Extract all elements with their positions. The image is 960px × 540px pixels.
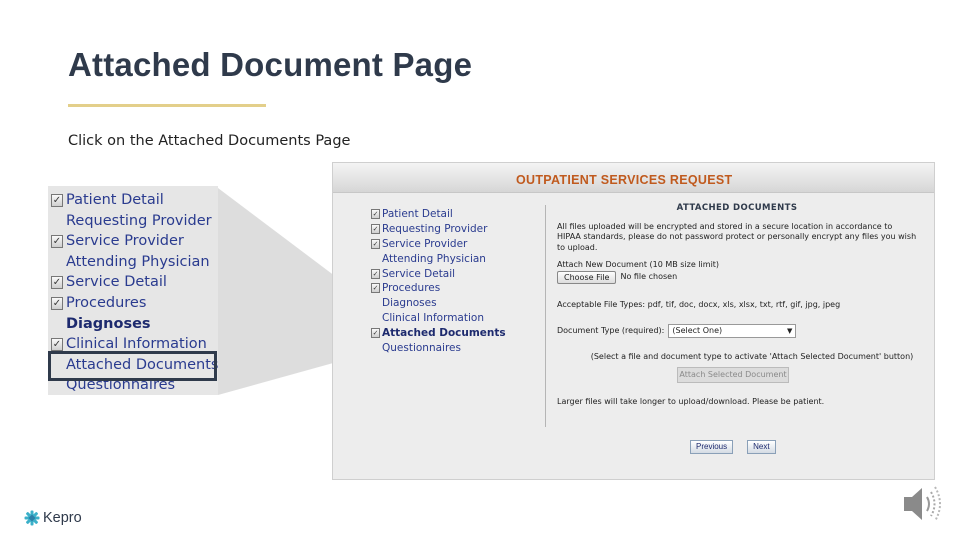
zoom-nav-item-label: Questionnaires [66,377,176,394]
next-button[interactable]: Next [747,440,775,454]
checkbox-checked-icon: ✓ [372,210,379,219]
page-title: Attached Document Page [68,46,473,83]
sidebar-divider [545,205,546,427]
screenshot-header [333,163,934,193]
sidebar-item-label: Requesting Provider [382,223,488,236]
encryption-notice: All files uploaded will be encrypted and stored in a secure location in accordance to HIPAA standards, please do not password protect or personally encrypt any files you wish to upload. [557,221,917,252]
checkbox-checked-icon: ✓ [52,338,62,350]
sidebar-item-label: Attending Physician [382,252,486,265]
chevron-down-icon: ▼ [786,327,793,335]
zoom-nav-item-service-provider [48,231,184,251]
zoom-nav-item-attending-physician [48,252,210,272]
sidebar-item-label: Service Provider [382,237,468,250]
zoom-nav-item-label: Clinical Information [66,336,207,353]
title-underline [68,104,266,107]
attached-documents-highlight [48,351,217,381]
kepro-logo [24,510,82,526]
zoom-nav-item-label: Requesting Provider [66,212,212,229]
checkbox-checked-icon: ✓ [372,328,379,337]
instruction-text: Click on the Attached Documents Page [68,133,351,149]
zoom-nav-item-label: Diagnoses [66,315,151,332]
document-type-label: Document Type (required): [557,325,665,335]
attached-documents-form [557,203,917,407]
checkbox-checked-icon: ✓ [52,276,62,288]
zoom-nav-item-label: Attached Documents [66,356,219,373]
sidebar-item-label: Clinical Information [382,311,484,324]
outpatient-request-screenshot [332,162,935,480]
zoom-nav-item-label: Service Provider [66,233,184,250]
sidebar-item-procedures[interactable] [371,281,506,296]
sidebar-item-diagnoses[interactable] [371,296,506,311]
zoom-nav-item-label: Service Detail [66,274,167,291]
no-file-chosen-text: No file chosen [620,271,678,281]
zoom-nav-item-requesting-provider [48,211,212,231]
kepro-star-icon [24,510,40,526]
sidebar-item-label: Questionnaires [382,341,461,354]
larger-files-note: Larger files will take longer to upload/download. Please be patient. [557,396,825,406]
sidebar-item-clinical-information[interactable] [371,311,506,326]
choose-file-button[interactable]: Choose File [557,271,616,284]
document-type-value: (Select One) [672,326,723,335]
attach-selected-document-button[interactable]: Attach Selected Document [677,367,789,383]
document-type-select[interactable] [668,324,796,338]
sidebar-item-service-provider[interactable] [371,237,506,252]
checkbox-checked-icon: ✓ [372,239,379,248]
checkbox-checked-icon: ✓ [372,225,379,234]
zoom-nav-item-patient-detail [48,190,164,210]
sidebar-item-requesting-provider[interactable] [371,222,506,237]
checkbox-checked-icon: ✓ [52,297,62,309]
sidebar-item-questionnaires[interactable] [371,340,506,355]
zoom-nav-item-label: Attending Physician [66,253,210,270]
previous-button[interactable]: Previous [690,440,733,454]
logo-text: Kepro [43,510,82,526]
sidebar-item-label: Attached Documents [382,326,506,339]
zoom-nav-item-label: Patient Detail [66,192,164,208]
zoom-nav-item-label: Procedures [66,295,147,311]
zoom-nav-item-service-detail [48,272,167,292]
zoom-nav-item-procedures [48,293,146,313]
sidebar-item-attached-documents[interactable] [371,325,506,340]
sidebar-item-label: Service Detail [382,267,456,280]
checkbox-checked-icon: ✓ [372,269,379,278]
checkbox-checked-icon: ✓ [372,284,379,293]
speaker-icon[interactable] [900,482,948,526]
select-file-note: (Select a file and document type to activate 'Attach Selected Document' button) [590,352,914,361]
acceptable-file-types: Acceptable File Types: pdf, tif, doc, docx, xls, xlsx, txt, rtf, gif, jpg, jpeg [557,299,841,309]
section-title: ATTACHED DOCUMENTS [676,203,798,213]
zoom-nav-item-diagnoses [48,314,151,334]
page-navigation-buttons [690,440,790,454]
attach-new-document-label: Attach New Document (10 MB size limit) [557,260,720,269]
sidebar-item-service-detail[interactable] [371,266,506,281]
file-picker-row [557,271,917,284]
checkbox-checked-icon: ✓ [52,194,62,206]
sidebar-item-attending-physician[interactable] [371,251,506,266]
document-type-row [557,324,917,338]
sidebar-item-label: Procedures [382,282,441,295]
screenshot-sidebar-nav [371,207,506,355]
sidebar-item-label: Diagnoses [382,297,437,310]
checkbox-checked-icon: ✓ [52,235,62,247]
sidebar-item-patient-detail[interactable] [371,207,506,222]
sidebar-item-label: Patient Detail [382,208,453,221]
screenshot-title: OUTPATIENT SERVICES REQUEST [516,173,733,187]
